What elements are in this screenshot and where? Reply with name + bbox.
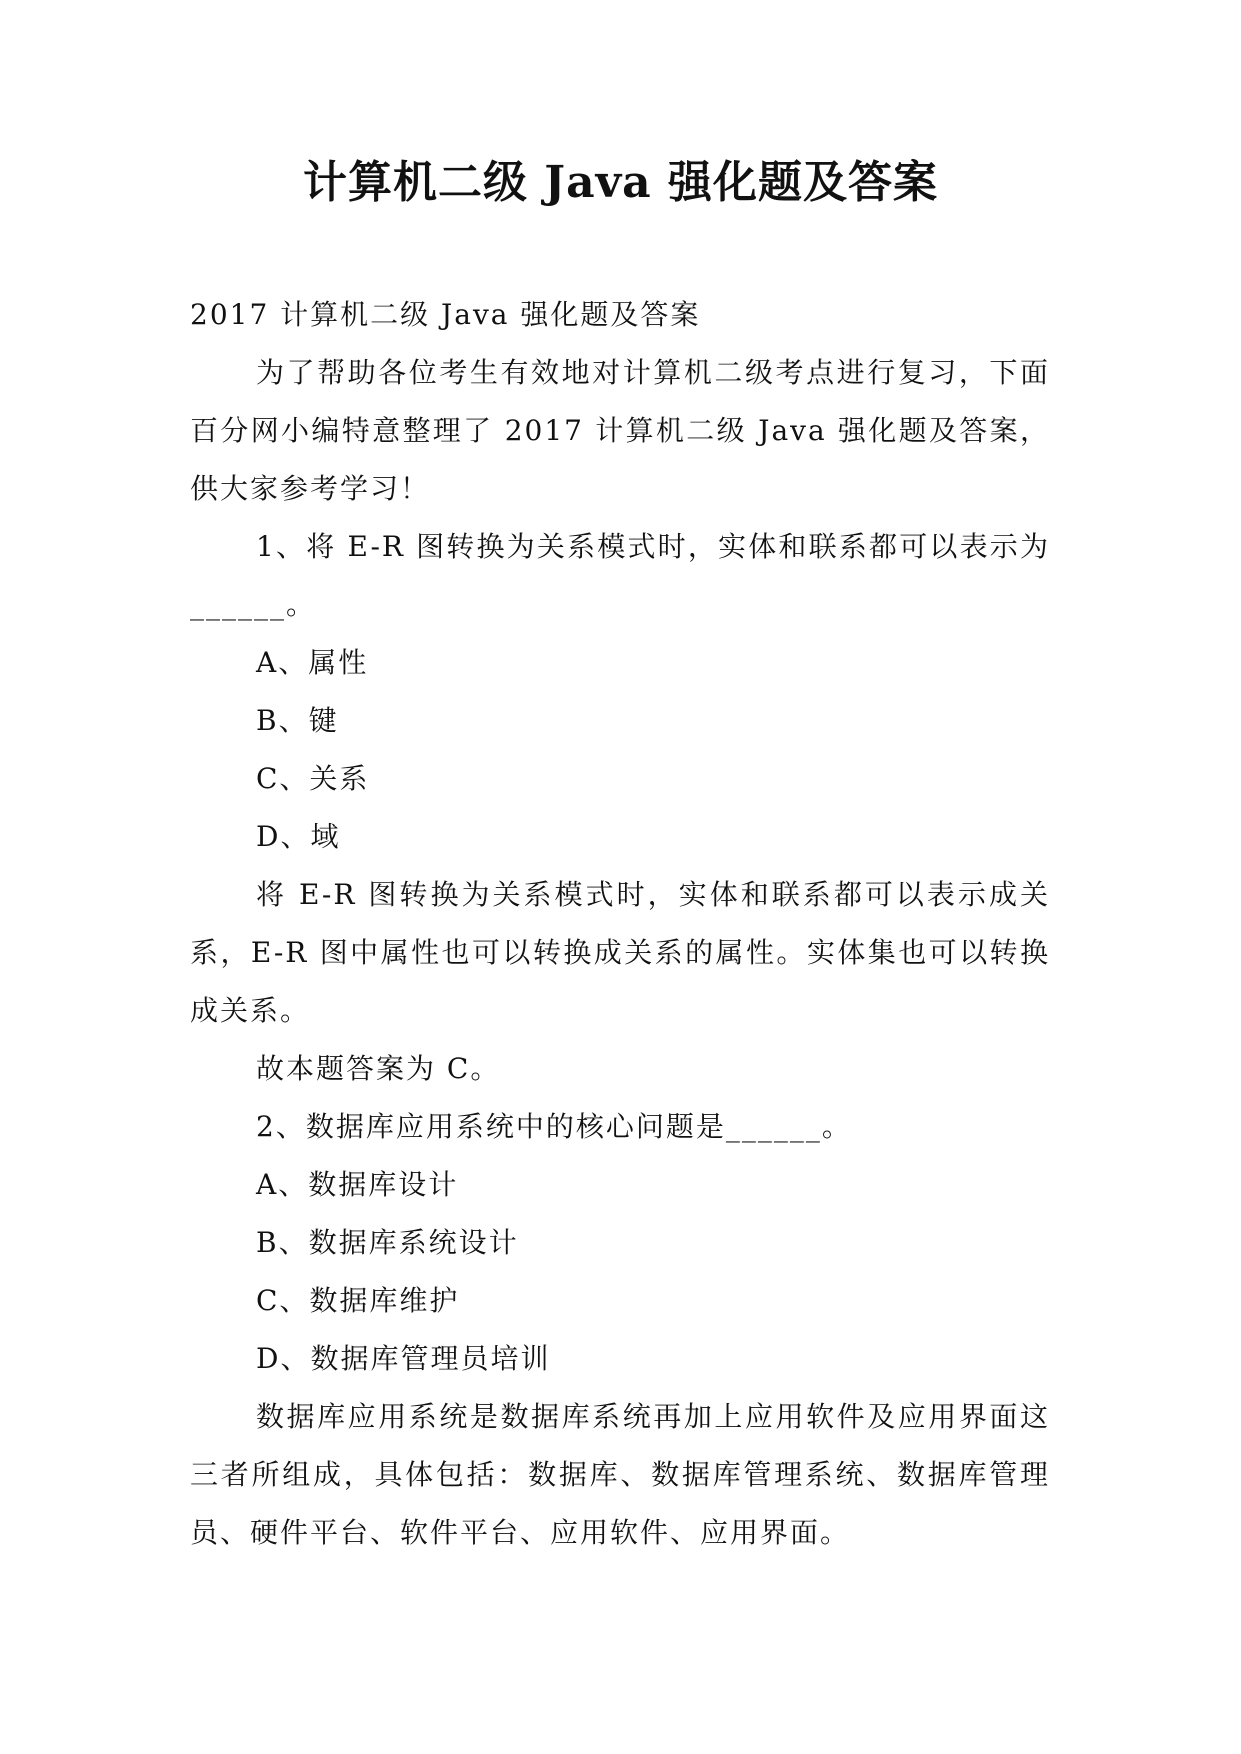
intro-paragraph: 为了帮助各位考生有效地对计算机二级考点进行复习，下面百分网小编特意整理了 2017 计算机二级 Java 强化题及答案，供大家参考学习！ — [190, 356, 1050, 505]
question-1-option-c: C、关系 — [256, 762, 370, 795]
question-1-option-b: B、键 — [256, 704, 339, 737]
question-2: 2、数据库应用系统中的核心问题是______。 — [256, 1110, 852, 1143]
question-1-explanation: 将 E-R 图转换为关系模式时，实体和联系都可以表示成关系，E-R 图中属性也可以转换成关系的属性。实体集也可以转换成关系。 — [190, 878, 1050, 1027]
document-title: 计算机二级 Java 强化题及答案 — [302, 157, 939, 208]
question-2-option-c: C、数据库维护 — [256, 1284, 460, 1317]
question-1-answer: 故本题答案为 C。 — [256, 1052, 501, 1085]
subtitle-paragraph: 2017 计算机二级 Java 强化题及答案 — [190, 298, 701, 331]
question-1-option-a: A、属性 — [256, 646, 369, 679]
question-1-option-d: D、域 — [256, 820, 341, 853]
question-2-option-a: A、数据库设计 — [256, 1168, 459, 1201]
question-2-option-b: B、数据库系统设计 — [256, 1226, 519, 1259]
question-2-explanation: 数据库应用系统是数据库系统再加上应用软件及应用界面这三者所组成，具体包括：数据库、数据库管理系统、数据库管理员、硬件平台、软件平台、应用软件、应用界面。 — [190, 1400, 1050, 1549]
question-2-option-d: D、数据库管理员培训 — [256, 1342, 551, 1375]
document-body — [190, 286, 1050, 1562]
question-1: 1、将 E-R 图转换为关系模式时，实体和联系都可以表示为______。 — [190, 530, 1050, 621]
